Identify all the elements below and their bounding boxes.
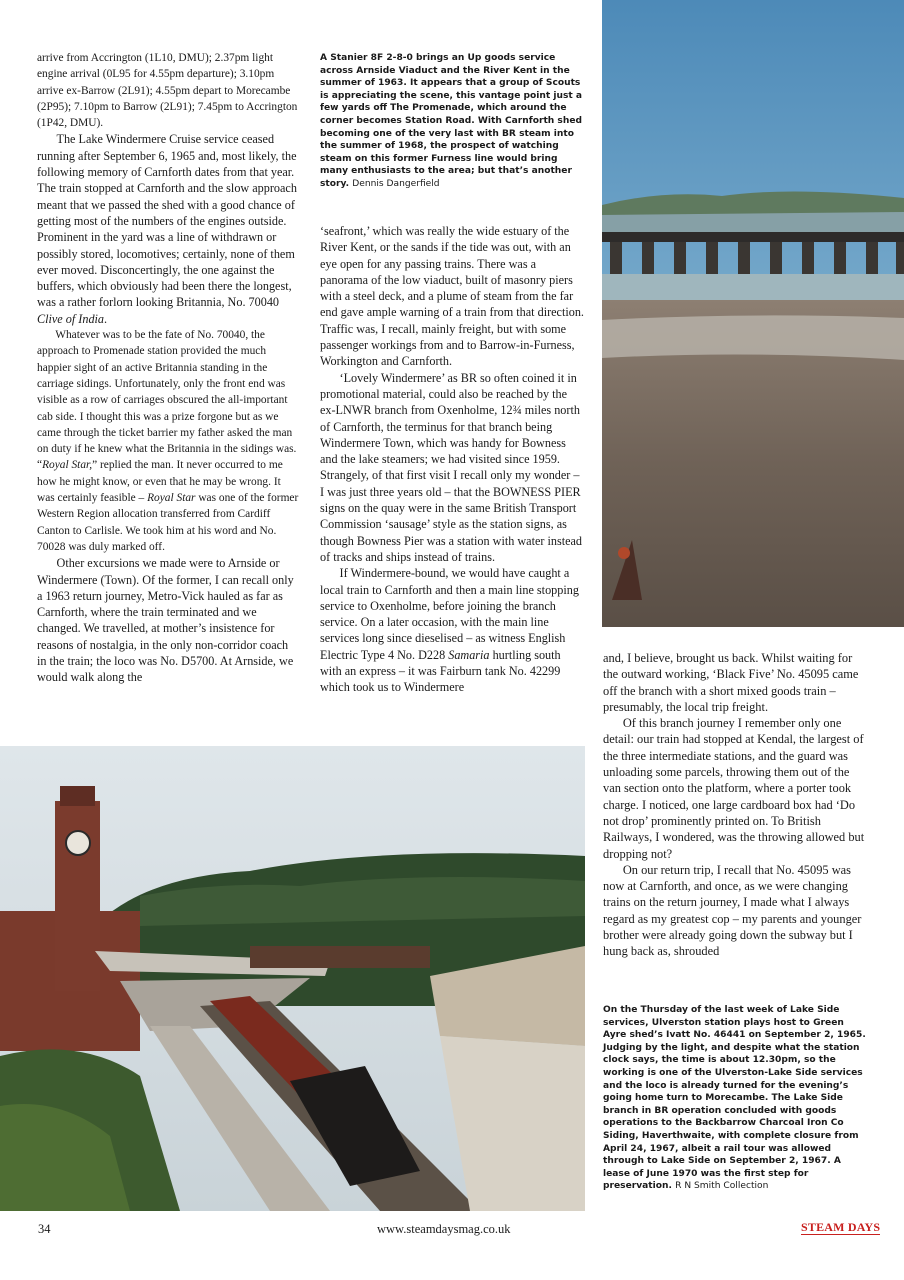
page-number: 34 — [38, 1222, 51, 1236]
photo-caption-viaduct: A Stanier 8F 2-8-0 brings an Up goods service across Arnside Viaduct and the River Kent in the summer of 1963. It appears that a group of Scouts is appreciating the scene, this vantage point just a few yards off The Promenade, which around the corner becomes Station Road. With Carnforth shed becoming one of the very last with BR steam into the summer of 1968, the prospect of watching steam on this former Furness line would bring many enthusiasts to the area; but that’s another story. Dennis Dangerfield — [320, 53, 583, 189]
paragraph: Other excursions we made were to Arnside or Windermere (Town). Of the former, I can recall only a 1963 return journey, Metro-Vick hauled as far as Carnforth, where the train terminated and we changed. We travelled, at mother’s insistence for reasons of nostalgia, in the only non-corridor coach in the train; the loco was No. D5700. At Arnside, we would walk along the — [37, 556, 294, 685]
station-image — [0, 746, 585, 1211]
paragraph: ‘seafront,’ which was really the wide estuary of the River Kent, or the sands if the tide was out, with an eye open for any passing trains. There was a panorama of the low viaduct, built of masonry piers with a steel deck, and a plume of steam from the far end gave ample warning of a train from that direction. Traffic was, I recall, mainly freight, but with some passenger workings from and to Barrow-in-Furness, Workington and Carnforth. — [320, 224, 584, 369]
article-column-3 — [603, 650, 867, 960]
paragraph: Of this branch journey I remember only one detail: our train had stopped at Kendal, the largest of the three intermediate stations, and the guard was unloading some parcels, throwing them out of the van section onto the platform, where a porter took charge. I noticed, one large cardboard box had ‘Do not drop’ prominently printed on. To British Railways, I wondered, was the throwing allowed but dropping not? — [603, 716, 865, 861]
paragraph: On our return trip, I recall that No. 45095 was now at Carnforth, and once, as we were changing trains on the return journey, I made what I always regard as my greatest cop – my parents and younger brother were already going down the subway but I hung back as, shrouded — [603, 862, 862, 959]
loco-name: Royal Star — [147, 492, 196, 505]
viaduct-image — [602, 0, 904, 627]
photo-credit: R N Smith Collection — [675, 1181, 769, 1192]
paragraph: and, I believe, brought us back. Whilst waiting for the outward working, ‘Black Five’ No. 45095 came off the branch with a short mixed goods train – presumably, the local trip freight. — [603, 651, 859, 714]
station-photo — [0, 746, 585, 1211]
photo-caption-station: On the Thursday of the last week of Lake Side services, Ulverston station plays host to Green Ayre shed’s Ivatt No. 46441 on September 2, 1965. Judging by the light, and despite what the station clock says, the time is about 12.30pm, so the working is one of the Ulverston-Lake Side services and the loco is already turned for the evening’s going home turn to Morecambe. The Lake Side branch in BR operation concluded with goods operations to the Backbarrow Charcoal Iron Co Siding, Haverthwaite, with complete closure from April 24, 1967, albeit a rail tour was allowed through to Lake Side on September 2, 1967. A lease of June 1970 was the first step for preservation. R N Smith Collection — [603, 1005, 866, 1192]
paragraph: arrive from Accrington (1L10, DMU); 2.37pm light engine arrival (0L95 for 4.55pm departure); 3.10pm arrive ex-Barrow (2L91); 4.55pm depart to Morecambe (2P95); 7.10pm to Barrow (2L91); 7.45pm to Accrington (1P42, DMU). — [37, 52, 298, 130]
article-column-1 — [37, 50, 299, 686]
photo-credit: Dennis Dangerfield — [352, 178, 440, 189]
article-column-2 — [320, 223, 585, 696]
magazine-logo: STEAM DAYS — [801, 1220, 881, 1234]
paragraph: Whatever was to be the fate of No. 70040, the approach to Promenade station provided the much happier sight of an active Britannia standing in the carriage sidings. Unfortunately, only the front end was visible as a row of carriages obscured the all-important cab side. I thought this was a prize forgone but as we came through the ticket barrier my father asked the man on duty if he knew what the Britannia in the sidings was. “Royal Star,” replied the man. It never occurred to me how he might know, or even that he may be wrong. It was certainly feasible – Royal Star was one of the former Western Region allocation transferred from Cardiff Canton to Carlisle. We took him at his word and No. 70028 was duly marked off. — [37, 329, 299, 553]
loco-name: Clive of India — [37, 311, 105, 326]
footer-url[interactable]: www.steamdaysmag.co.uk — [377, 1222, 511, 1236]
loco-name: Royal Star, — [42, 459, 93, 472]
paragraph: If Windermere-bound, we would have caught a local train to Carnforth and then a main line stopping service to Oxenholme, before joining the branch service. On a later occasion, with the main line services long since dieselised – as witness English Electric Type 4 No. D228 Samaria hurtling south with an express – it was Fairburn tank No. 42299 which took us to Windermere — [320, 566, 579, 695]
viaduct-photo — [602, 0, 904, 627]
paragraph: ‘Lovely Windermere’ as BR so often coined it in promotional material, could also be reached by the ex-LNWR branch from Oxenholme, 12¾ miles north of Carnforth, the terminus for that branch being Windermere Town, which was handy for Bowness and the lake steamers; we had visited since 1959. Strangely, of that first visit I recall only my wonder – I was just three years old – that the BOWNESS PIER signs on the quay were in the same British Transport Commission ‘sausage’ style as the station signs, as though Bowness Pier was a station with water instead of tracks and ships instead of trains. — [320, 370, 582, 564]
paragraph: The Lake Windermere Cruise service ceased running after September 6, 1965 and, most likely, the following memory of Carnforth dates from that year. The train stopped at Carnforth and the slow approach meant that we passed the shed with a good chance of getting most of the numbers of the engines outside. Prominent in the yard was a line of withdrawn or possibly stored, locomotives; certainly, none of them ever moved. Disconcertingly, the one against the buffers, which obviously had been there the longest, was a rather forlorn looking Britannia, No. 70040 Clive of India. — [37, 132, 297, 326]
loco-name: Samaria — [448, 647, 490, 662]
